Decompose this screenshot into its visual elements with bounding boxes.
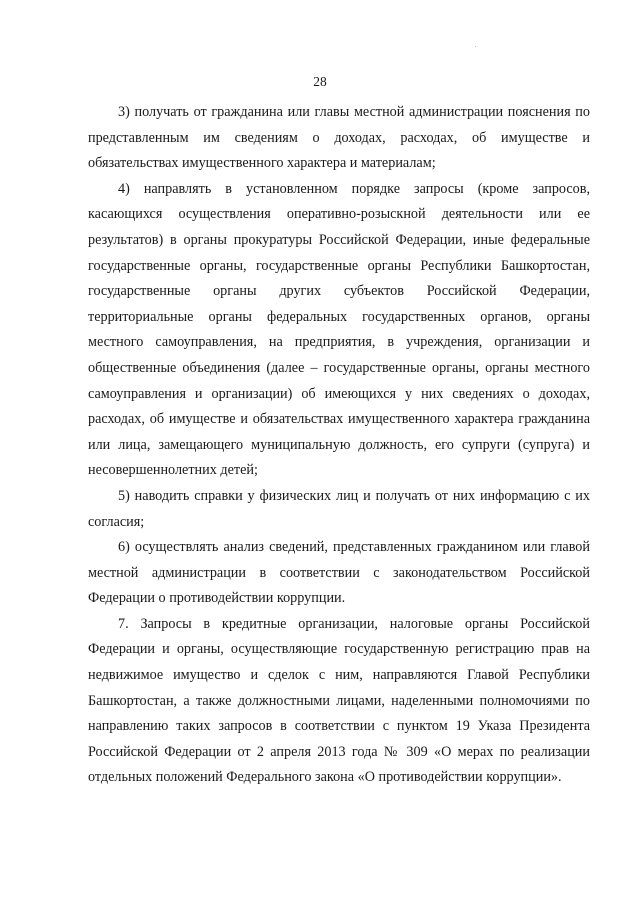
paragraph-clause-7: 7. Запросы в кредитные организации, налоговые органы Российской Федерации и органы, осуществляющие государственную регистрацию прав на недвижимое имущество и сделок с ним, направляются Главой Республики Башкортостан, а также должностными лицами, наделенными полномочиями по направлению таких запросов в соответствии с пунктом 19 Указа Президента Российской Федерации от 2 апреля 2013 года № 309 «О мерах по реализации отдельных положений Федерального закона «О противодействии коррупции».: [88, 615, 590, 786]
page-number: 28: [313, 74, 327, 89]
paragraph-item-5: 5) наводить справки у физических лиц и получать от них информацию с их согласия;: [88, 487, 590, 530]
scan-artifact: [475, 46, 476, 47]
paragraph-item-6: 6) осуществлять анализ сведений, представленных гражданином или главой местной администрации в соответствии с законодательством Российской Федерации о противодействии коррупции.: [88, 539, 590, 607]
paragraph-item-4: 4) направлять в установленном порядке запросы (кроме запросов, касающихся осуществления оперативно-розыскной деятельности или ее результатов) в органы прокуратуры Российской Федерации, иные федеральные государственные органы, государственные органы Республики Башкортостан, государственные органы других субъектов Российской Федерации, территориальные органы федеральных государственных органов, органы местного самоуправления, на предприятия, в учреждения, организации и общественные объединения (далее – государственные органы, органы местного самоуправления и организации) об имеющихся у них сведениях о доходах, расходах, об имуществе и обязательствах имущественного характера гражданина или лица, замещающего муниципальную должность, его супруги (супруга) и несовершеннолетних детей;: [88, 180, 590, 479]
paragraph-item-3: 3) получать от гражданина или главы местной администрации пояснения по представленным им сведениям о доходах, расходах, об имуществе и обязательствах имущественного характера и материалам;: [88, 104, 590, 172]
body-text: [88, 100, 590, 791]
